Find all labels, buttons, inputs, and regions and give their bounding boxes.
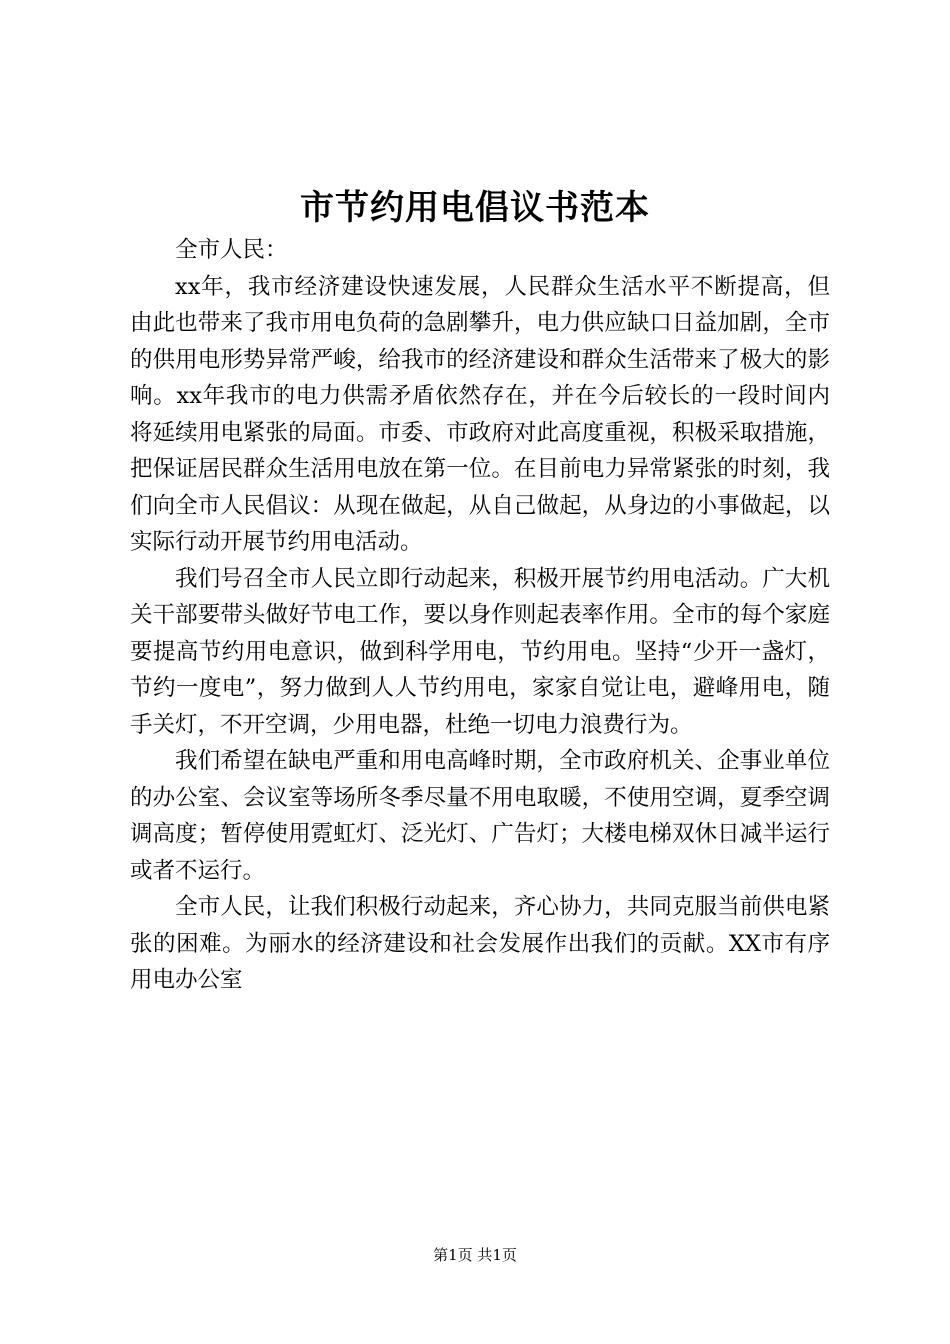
salutation: 全市人民： (175, 237, 288, 263)
paragraph: 我们号召全市人民立即行动起来，积极开展节约用电活动。广大机关干部要带头做好节电工作，要以身作则起表率作用。全市的每个家庭要提高节约用电意识，做到科学用电，节约用电。坚持“少开一盏灯，节约一度电”，努力做到人人节约用电，家家自觉让电，避峰用电，随手关灯，不开空调，少用电器，杜绝一切电力浪费行为。 (130, 565, 830, 738)
document-title: 市节约用电倡议书范本 (300, 188, 650, 228)
paragraph: xx年，我市经济建设快速发展，人民群众生活水平不断提高，但由此也带来了我市用电负荷的急剧攀升，电力供应缺口日益加剧，全市的供用电形势异常严峻，给我市的经济建设和群众生活带来了极大的影响。xx年我市的电力供需矛盾依然存在，并在今后较长的一段时间内将延续用电紧张的局面。市委、市政府对此高度重视，积极采取措施，把保证居民群众生活用电放在第一位。在目前电力异常紧张的时刻，我们向全市人民倡议：从现在做起，从自己做起，从身边的小事做起，以实际行动开展节约用电活动。 (130, 273, 830, 555)
paragraph: 全市人民，让我们积极行动起来，齐心协力，共同克服当前供电紧张的困难。为丽水的经济建设和社会发展作出我们的贡献。XX市有序用电办公室 (130, 894, 830, 993)
paragraph: 我们希望在缺电严重和用电高峰时期，全市政府机关、企事业单位的办公室、会议室等场所冬季尽量不用电取暖，不使用空调，夏季空调调高度；暂停使用霓虹灯、泛光灯、广告灯；大楼电梯双休日减半运行或者不运行。 (130, 748, 830, 884)
document-body (130, 232, 830, 999)
page-footer: 第1页 共1页 (433, 1246, 517, 1264)
